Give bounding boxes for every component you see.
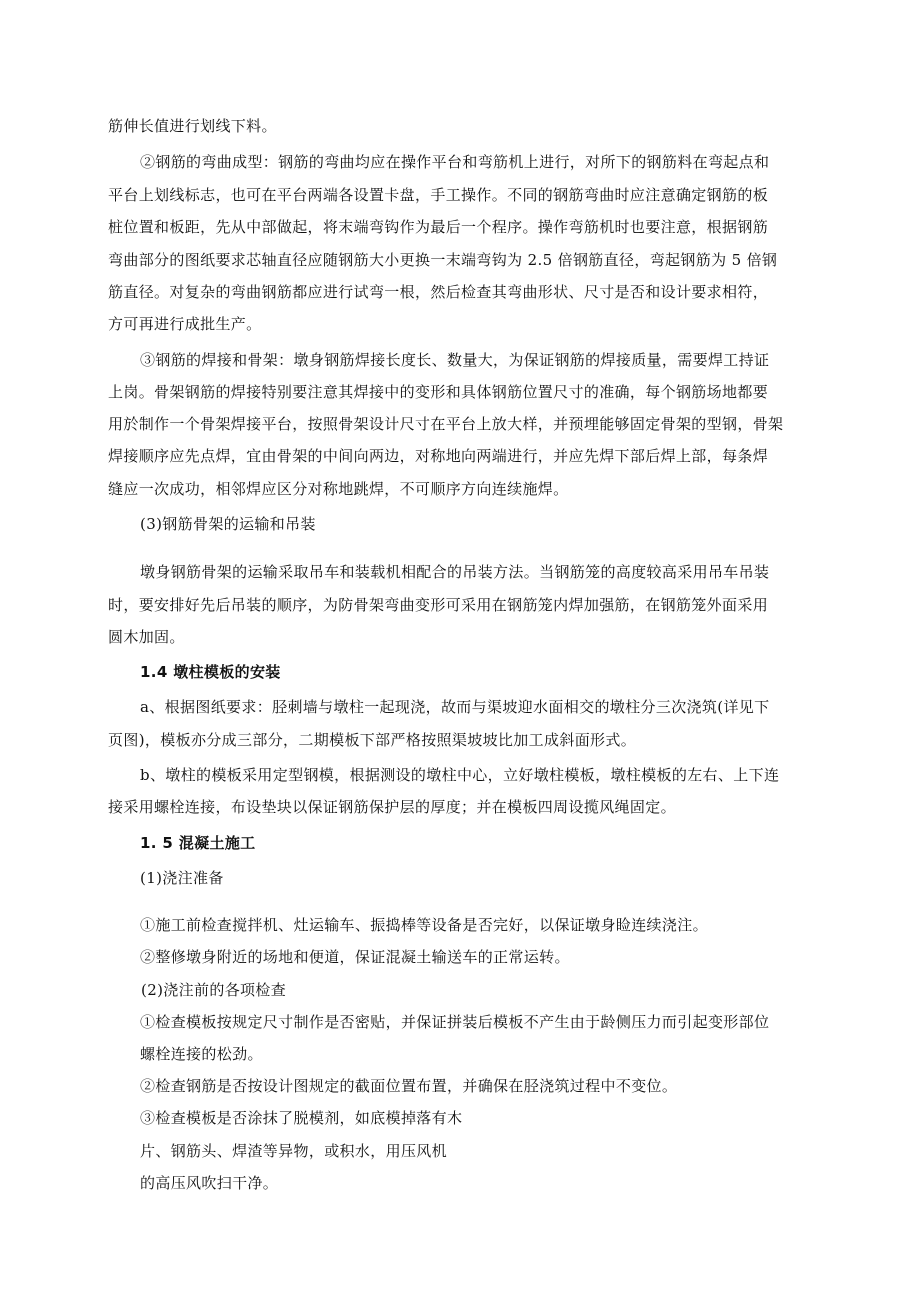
para-line: 的高压风吹扫干净。 [140,1174,279,1192]
para-line: 页图)，模板亦分成三部分，二期模板下部严格按照渠坡坡比加工成斜面形式。 [108,731,637,749]
section-heading: 1.4 墩柱模板的安装 [140,663,281,681]
para-line: ①施工前检查搅拌机、灶运输车、振捣棒等设备是否完好，以保证墩身睑连续浇注。 [140,916,708,934]
subsection-heading: (2)浇注前的各项检查 [141,981,287,999]
para-line: 桩位置和板距，先从中部做起，将末端弯钩作为最后一个程序。操作弯筋机时也要注意，根据钢筋 [108,218,769,236]
para-line: ②钢筋的弯曲成型：钢筋的弯曲均应在操作平台和弯筋机上进行，对所下的钢筋料在弯起点和 [140,153,770,171]
para-line: 圆木加固。 [108,628,185,646]
section-heading: 1. 5 混凝土施工 [140,834,256,852]
para-line: 筋伸长值进行划线下料。 [108,117,277,135]
para-line: 焊接顺序应先点焊，宜由骨架的中间向两边，对称地向两端进行，并应先焊下部后焊上部，每条焊 [108,447,769,465]
para-line: ①检查模板按规定尺寸制作是否密贴，并保证拼装后模板不产生由于龄侧压力而引起变形部位 [140,1013,770,1031]
para-line: ③检查模板是否涂抹了脱模剂，如底模掉落有木 [140,1109,463,1127]
para-line: 缝应一次成功，相邻焊应区分对称地跳焊，不可顺序方向连续施焊。 [108,480,569,498]
para-line: 方可再进行成批生产。 [108,315,262,333]
para-line: 接采用螺栓连接，布设垫块以保证钢筋保护层的厚度；并在模板四周设揽风绳固定。 [108,798,676,816]
para-line: 用於制作一个骨架焊接平台，按照骨架设计尺寸在平台上放大样，并预埋能够固定骨架的型钢，骨架 [108,415,784,433]
para-line: ②整修墩身附近的场地和便道，保证混凝土输送车的正常运转。 [140,948,570,966]
para-line: 平台上划线标志，也可在平台两端各设置卡盘，手工操作。不同的钢筋弯曲时应注意确定钢筋的板 [108,186,769,204]
para-line: a、根据图纸要求：胫刺墙与墩柱一起现浇，故而与渠坡迎水面相交的墩柱分三次浇筑(详见下 [140,698,770,716]
para-line: 上岗。骨架钢筋的焊接特别要注意其焊接中的变形和具体钢筋位置尺寸的准确，每个钢筋场地都要 [108,383,769,401]
para-line: ③钢筋的焊接和骨架：墩身钢筋焊接长度长、数量大，为保证钢筋的焊接质量，需要焊工持证 [140,351,770,369]
para-line: 弯曲部分的图纸要求芯轴直径应随钢筋大小更换一末端弯钩为 2.5 倍钢筋直径，弯起钢筋为 5 倍钢 [108,251,778,269]
para-line: 螺栓连接的松劲。 [140,1045,263,1063]
para-line: 墩身钢筋骨架的运输采取吊车和装载机相配合的吊装方法。当钢筋笼的高度较高采用吊车吊装 [140,563,770,581]
subsection-heading: (3)钢筋骨架的运输和吊装 [140,515,316,533]
para-line: 时，要安排好先后吊装的顺序，为防骨架弯曲变形可采用在钢筋笼内焊加强筋，在钢筋笼外面采用 [108,596,769,614]
subsection-heading: (1)浇注准备 [140,869,224,887]
para-line: ②检查钢筋是否按设计图规定的截面位置布置，并确保在胫浇筑过程中不变位。 [140,1077,678,1095]
para-line: b、墩柱的模板采用定型钢模，根据测设的墩柱中心，立好墩柱模板，墩柱模板的左右、上下连 [140,766,780,784]
para-line: 片、钢筋头、焊渣等异物，或积水，用压风机 [140,1142,448,1160]
para-line: 筋直径。对复杂的弯曲钢筋都应进行试弯一根，然后检查其弯曲形状、尺寸是否和设计要求相符， [108,283,769,301]
